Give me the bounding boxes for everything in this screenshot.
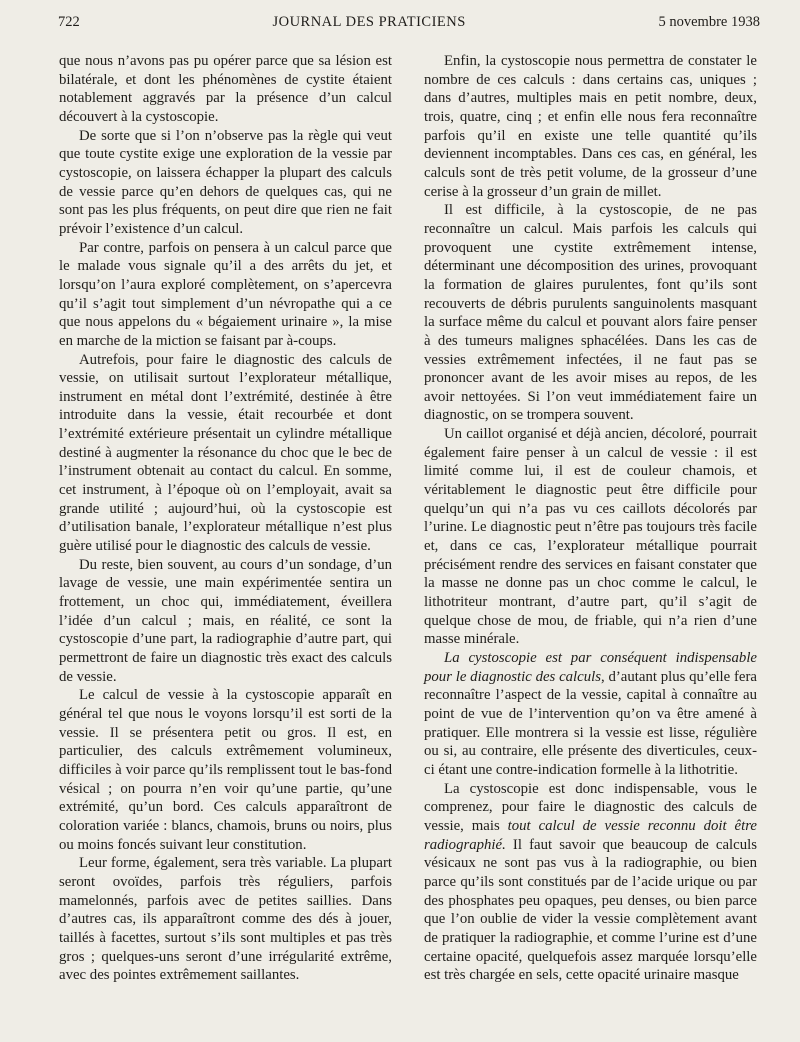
paragraph <box>424 780 757 985</box>
paragraph: De sorte que si l’on n’observe pas la règle qui veut que toute cystite exige une exploration de la vessie par cystoscopie, on laissera échapper la plupart des calculs de vessie parce qu’en dehors de quelques cas, qui ne sont pas les plus fréquents, on peut dire que rien ne fait prévoir l’existence d’un calcul. <box>59 127 392 237</box>
page-number: 722 <box>58 14 80 30</box>
paragraph: Le calcul de vessie à la cystoscopie apparaît en général tel que nous le voyons lorsqu’il est sorti de la vessie. Il se présentera petit ou gros. Il est, en particulier, des calculs extrêmement volumineux, difficiles à voir parce qu’ils remplissent tout le bas-fond vésical ; on pourra n’en voir qu’une partie, qu’une extrémité, qu’un bord. Ces calculs apparaîtront de coloration variée : blancs, chamois, bruns ou noirs, plus ou moins foncés suivant leur constitution. <box>59 687 392 853</box>
paragraph-text: , d’autant plus qu’elle fera reconnaître l’aspect de la vessie, capital à connaître au point de vue de l’intervention qu’on va être amené à pratiquer. Elle montrera si la vessie est lisse, régulière ou si, au contraire, elle présente des diverticules, ceux-ci étant une contre-indication formelle à la lithotritie. <box>424 668 757 778</box>
right-column <box>424 52 757 985</box>
running-header <box>58 14 760 36</box>
paragraph: Leur forme, également, sera très variable. La plupart seront ovoïdes, parfois très réguliers, parfois mamelonnés, parfois avec de petites saillies. Dans d’autres cas, ils apparaîtront comme des dés à jouer, taillés à facettes, surtout s’ils sont multiples et pas très gros ; quelques-uns seront d’une irrégularité extrême, avec des pointes extrêmement saillantes. <box>59 855 392 984</box>
paragraph: Du reste, bien souvent, au cours d’un sondage, d’un lavage de vessie, une main expérimentée sentira un frottement, un choc qui, immédiatement, éveillera l’idée d’un calcul ; mais, en réalité, ce sont la cystoscopie d’une part, la radiographie d’autre part, qui permettront de faire un diagnostic très exact des calculs de vessie. <box>59 556 392 685</box>
paragraph-text: Il faut savoir que beaucoup de calculs vésicaux ne sont pas vus à la radiographie, ou bien parce qu’ils sont constitués par de l’acide urique ou par des phosphates peu opaques, peu denses, ou bien parce que l’on oublie de vider la vessie complètement avant de pratiquer la radiographie, et comme l’urine est d’une certaine opacité, quelquefois assez marquée lorsqu’elle est très chargée en sels, cette opacité urinaire masque <box>424 836 757 984</box>
paragraph: que nous n’avons pas pu opérer parce que sa lésion est bilatérale, et dont les phénomènes de cystite étaient notablement aggravés par la présence d’un calcul découvert à la cystoscopie. <box>59 53 392 125</box>
journal-title: JOURNAL DES PRATICIENS <box>272 14 466 30</box>
paragraph: Par contre, parfois on pensera à un calcul parce que le malade vous signale qu’il a des arrêts du jet, et lorsqu’on l’aura exploré complètement, on s’apercevra qu’il s’agit tout simplement d’un névropathe qui a ce que nous appelons du « bégaiement urinaire », la mise en marche de la miction se faisant par à-coups. <box>59 239 392 349</box>
paragraph: Il est difficile, à la cystoscopie, de ne pas reconnaître un calcul. Mais parfois les calculs qui provoquent une cystite extrêmement intense, déterminant une décomposition des urines, provoquant la formation de glaires purulentes, font qu’ils sont recouverts de débris purulents sanguinolents masquant la surface même du calcul et pouvant alors faire penser à des tumeurs malignes sphacélées. Dans les cas de vessies extrêmement infectées, il ne faut pas se prononcer avant de les avoir mises au repos, de les avoir nettoyées. Si l’on veut immédiatement faire un diagnostic, on se trompera souvent. <box>424 202 757 424</box>
italic-emphasis: La cystoscopie est par conséquent indispensable pour le diagnostic des calculs <box>424 650 757 685</box>
paragraph <box>424 649 757 780</box>
italic-emphasis: tout calcul de vessie reconnu doit être radiographié. <box>424 817 757 853</box>
issue-date: 5 novembre 1938 <box>658 14 760 30</box>
left-column <box>59 52 392 985</box>
paragraph: Autrefois, pour faire le diagnostic des calculs de vessie, on utilisait surtout l’explorateur métallique, instrument en métal dont l’extrémité, destinée à être introduite dans la vessie, était recourbée et dont l’extrémité extérieure présentait un cylindre métallique destiné à augmenter la résonance du choc que le bec de l’instrument obtenait au contact du calcul. En somme, cet instrument, à l’époque où on l’employait, avait sa grande utilité ; aujourd’hui, où la cystoscopie est d’utilisation banale, l’explorateur métallique n’est plus guère utilisé pour le diagnostic des calculs de vessie. <box>59 351 392 555</box>
paragraph: Enfin, la cystoscopie nous permettra de constater le nombre de ces calculs : dans certains cas, uniques ; dans d’autres, multiples mais en petit nombre, deux, trois, quatre, cinq ; et enfin elle nous fera reconnaître parfois qu’il en existe une telle quantité qu’ils deviennent incomptables. Dans ces cas, en général, les calculs sont de très petit volume, de la grosseur d’une cerise à la grosseur d’un grain de millet. <box>424 53 757 200</box>
paragraph-text: La cystoscopie est donc indispensable, vous le comprenez, pour faire le diagnostic des calculs de vessie, mais <box>424 780 757 834</box>
paragraph: Un caillot organisé et déjà ancien, décoloré, pourrait également faire penser à un calcul de vessie : il est limité comme lui, il est de couleur chamois, et véritablement le diagnostic peut être difficile pour quelqu’un qui n’a pas vu ces caillots décolorés par l’urine. Le diagnostic peut n’être pas toujours très facile et, dans ce cas, l’explorateur métallique pourrait précisément rendre des services en faisant constater que la masse ne donne pas un choc comme le calcul, le lithotriteur montrant, d’autre part, qu’il s’agit de quelque chose de mou, de friable, qui n’a rien d’une masse minérale. <box>424 426 757 648</box>
